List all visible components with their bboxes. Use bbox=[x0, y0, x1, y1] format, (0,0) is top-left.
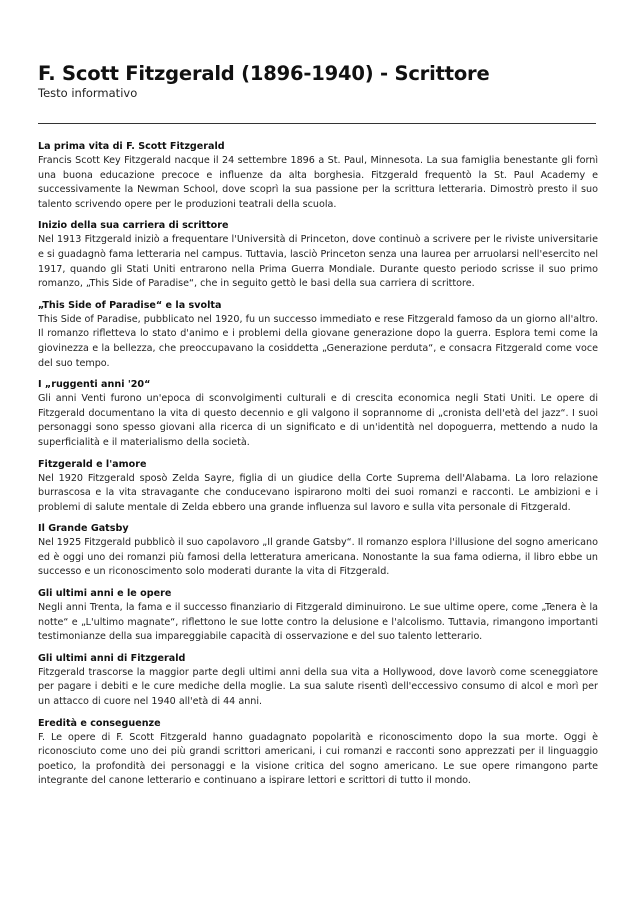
section-body: Francis Scott Key Fitzgerald nacque il 24 settembre 1896 a St. Paul, Minnesota. La sua famiglia benestante gli fornì una buona educazione precoce e influenze da alta borghesia. Fitzgerald frequentò la St. Paul Academy e successivamente la Newman School, dove scoprì la sua passione per la scrittura letteraria. Dimostrò presto il suo talento scrivendo opere per le produzioni teatrali della scuola. bbox=[38, 155, 598, 210]
section-body: Nel 1920 Fitzgerald sposò Zelda Sayre, figlia di un giudice della Corte Suprema dell'Alabama. La loro relazione burrascosa e la vita stravagante che conducevano ispirarono molti dei suoi romanzi e racconti. Le ambizioni e i problemi di salute mentale di Zelda ebbero una grande influenza sul lavoro e sulla vita personale di Fitzgerald. bbox=[38, 472, 598, 513]
section-body: Gli anni Venti furono un'epoca di sconvolgimenti culturali e di crescita economica negli Stati Uniti. Le opere di Fitzgerald documentano la vita di questo decennio e gli valgono il soprannome di „cronista dell'età del jazz“. I suoi personaggi sono spesso giovani alla ricerca di un significato e di un'identità nel dopoguerra, mettendo a nudo la superficialità e il materialismo della società. bbox=[38, 393, 598, 448]
section-roaring-twenties bbox=[38, 378, 598, 450]
section-heading: Inizio della sua carriera di scrittore bbox=[38, 220, 229, 232]
section-late-works bbox=[38, 587, 598, 645]
section-body: Nel 1913 Fitzgerald iniziò a frequentare l'Università di Princeton, dove continuò a scrivere per le riviste universitarie e si guadagnò fama letteraria nel campus. Tuttavia, lasciò Princeton senza una laurea per arruolarsi nell'esercito nel 1917, quando gli Stati Uniti entrarono nella Prima Guerra Mondiale. Durante questo periodo scrisse il suo primo romanzo, „This Side of Paradise“, che in seguito gettò le basi della sua carriera di scrittore. bbox=[38, 234, 598, 290]
section-heading: I „ruggenti anni '20“ bbox=[38, 379, 151, 391]
section-body: Negli anni Trenta, la fama e il successo finanziario di Fitzgerald diminuirono. Le sue ultime opere, come „Tenera è la notte“ e „L'ultimo magnate“, riflettono le sue lotte contro la delusione e l'alcolismo. Tuttavia, rimangono importanti testimonianze della sua impareggiabile capacità di osservazione e del suo talento letterario. bbox=[38, 602, 598, 643]
section-legacy bbox=[38, 717, 598, 789]
section-body: Nel 1925 Fitzgerald pubblicò il suo capolavoro „Il grande Gatsby“. Il romanzo esplora l'illusione del sogno americano ed è oggi uno dei romanzi più famosi della letteratura americana. Nonostante la sua fama odierna, il libro ebbe un successo e un riconoscimento solo moderati durante la vita di Fitzgerald. bbox=[38, 537, 598, 578]
section-body: Fitzgerald trascorse la maggior parte degli ultimi anni della sua vita a Hollywood, dove lavorò come sceneggiatore per pagare i debiti e le cure mediche della moglie. La sua salute risentì dell'eccessivo consumo di alcol e morì per un attacco di cuore nel 1940 all'età di 44 anni. bbox=[38, 666, 598, 708]
section-heading: Gli ultimi anni di Fitzgerald bbox=[38, 652, 186, 664]
section-this-side-of-paradise bbox=[38, 299, 598, 371]
document-page bbox=[38, 62, 598, 796]
section-heading: Eredità e conseguenze bbox=[38, 717, 161, 729]
sections-container bbox=[38, 140, 598, 789]
section-love bbox=[38, 458, 598, 516]
section-last-years bbox=[38, 652, 598, 710]
document-subtitle: Testo informativo bbox=[38, 86, 138, 100]
section-body: This Side of Paradise, pubblicato nel 1920, fu un successo immediato e rese Fitzgerald famoso da un giorno all'altro. Il romanzo rifletteva lo stato d'animo e i problemi della giovane generazione dopo la guerra. Esplora temi come la giovinezza e la bellezza, che preoccupavano la cosiddetta „Generazione perduta“, e consacra Fitzgerald come voce del suo tempo. bbox=[38, 313, 598, 369]
section-early-life bbox=[38, 140, 598, 212]
title-divider bbox=[38, 123, 596, 124]
section-heading: Fitzgerald e l'amore bbox=[38, 458, 147, 470]
section-body: F. Le opere di F. Scott Fitzgerald hanno guadagnato popolarità e riconoscimento dopo la sua morte. Oggi è riconosciuto come uno dei più grandi scrittori americani, i cui romanzi e racconti sono apprezzati per il linguaggio poetico, la profondità dei personaggi e la visione critica del sogno americano. Le sue opere rimangono parte integrante del canone letterario e continuano a ispirare lettori e scrittori di tutto il mondo. bbox=[38, 731, 598, 787]
section-great-gatsby bbox=[38, 522, 598, 580]
section-heading: Gli ultimi anni e le opere bbox=[38, 588, 172, 600]
section-heading: Il Grande Gatsby bbox=[38, 523, 129, 535]
section-heading: La prima vita di F. Scott Fitzgerald bbox=[38, 141, 225, 152]
document-title: F. Scott Fitzgerald (1896-1940) - Scrittore bbox=[38, 62, 490, 85]
section-heading: „This Side of Paradise“ e la svolta bbox=[38, 299, 222, 311]
section-career-start bbox=[38, 219, 598, 291]
